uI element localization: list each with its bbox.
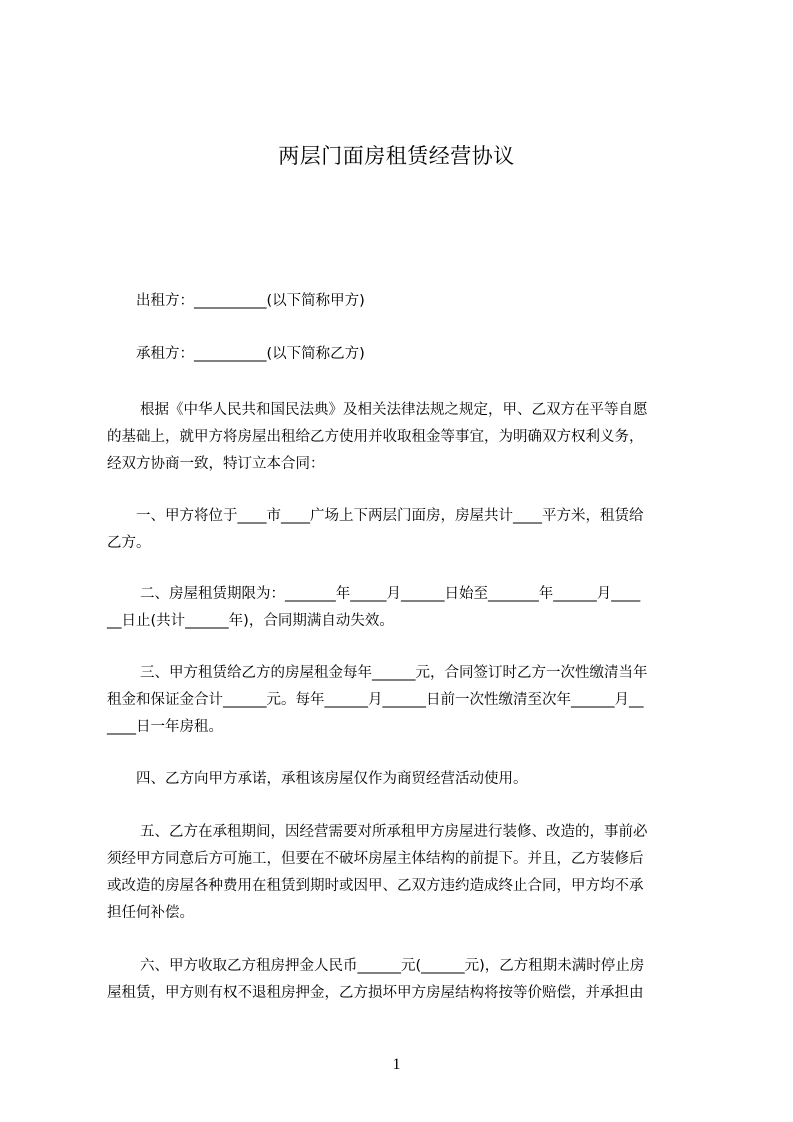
clause-line: 租金和保证金合计______元。每年______月______日前一次性缴清至次年______月__ bbox=[107, 692, 644, 708]
clause-line: 一、甲方将位于____市____广场上下两层门面房，房屋共计____平方米，租赁给 bbox=[136, 508, 644, 524]
clause-line: 乙方。 bbox=[107, 535, 151, 551]
clause-line: 六、甲方收取乙方租房押金人民币______元(______元)，乙方租期未满时停止房 bbox=[140, 958, 645, 974]
clause-line: 须经甲方同意后方可施工，但要在不破坏房屋主体结构的前提下。并且，乙方装修后 bbox=[107, 851, 644, 867]
clause-line: ____日一年房租。 bbox=[107, 719, 223, 735]
page-number: 1 bbox=[392, 1056, 401, 1073]
document-title: 两层门面房租赁经营协议 bbox=[278, 144, 515, 168]
clause-line: 二、房屋租赁期限为：_______年_____月______日始至_______年______月____ bbox=[140, 586, 641, 602]
lessee-line: 承租方：__________(以下简称乙方) bbox=[136, 346, 365, 362]
clause-line: 三、甲方租赁给乙方的房屋租金每年______元，合同签订时乙方一次性缴清当年 bbox=[140, 665, 648, 681]
preamble-line: 的基础上，就甲方将房屋出租给乙方使用并收取租金等事宜，为明确双方权利义务， bbox=[107, 429, 644, 445]
clause-line: 或改造的房屋各种费用在租赁到期时或因甲、乙双方违约造成终止合同，甲方均不承 bbox=[107, 878, 644, 894]
lessor-line: 出租方：__________(以下简称甲方) bbox=[136, 293, 365, 309]
clause-line: __日止(共计______年)，合同期满自动失效。 bbox=[107, 613, 394, 629]
preamble-line: 经双方协商一致，特订立本合同： bbox=[107, 456, 325, 472]
clause-line: 五、乙方在承租期间，因经营需要对所承租甲方房屋进行装修、改造的，事前必 bbox=[140, 824, 648, 840]
clause-line: 四、乙方向甲方承诺，承租该房屋仅作为商贸经营活动使用。 bbox=[136, 771, 528, 787]
preamble-line: 根据《中华人民共和国民法典》及相关法律法规之规定，甲、乙双方在平等自愿 bbox=[140, 402, 648, 418]
clause-line: 屋租赁，甲方则有权不退租房押金，乙方损坏甲方房屋结构将按等价赔偿，并承担由 bbox=[107, 985, 644, 1001]
clause-line: 担任何补偿。 bbox=[107, 905, 194, 921]
